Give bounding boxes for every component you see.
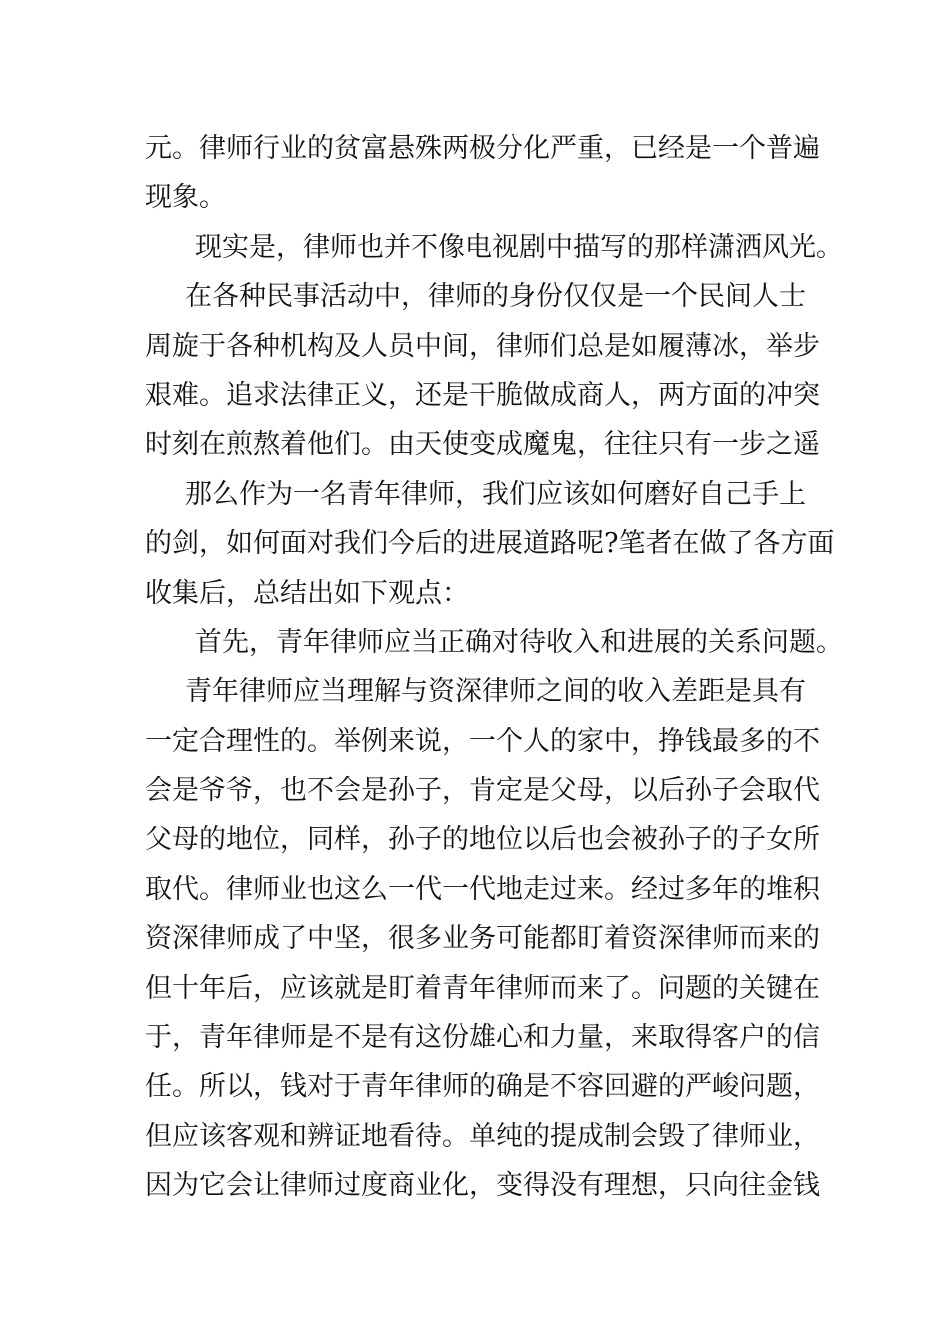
text-line-4: 在各种民事活动中，律师的身份仅仅是一个民间人士 bbox=[185, 281, 806, 313]
text-line-16: 取代。律师业也这么一代一代地走过来。经过多年的堆积 bbox=[145, 873, 820, 905]
text-line-10: 收集后，总结出如下观点： bbox=[145, 577, 469, 609]
text-line-6: 艰难。追求法律正义，还是干脆做成商人，两方面的冲突 bbox=[145, 379, 820, 411]
text-line-15: 父母的地位，同样，孙子的地位以后也会被孙子的子女所 bbox=[145, 824, 820, 856]
text-line-18: 但十年后，应该就是盯着青年律师而来了。问题的关键在 bbox=[145, 972, 820, 1004]
text-line-2: 现象。 bbox=[145, 182, 226, 214]
text-line-1: 元。律师行业的贫富悬殊两极分化严重，已经是一个普遍 bbox=[145, 133, 820, 164]
text-line-9: 的剑，如何面对我们今后的进展道路呢?笔者在做了各方面 bbox=[145, 528, 835, 560]
document-body bbox=[145, 124, 843, 1211]
text-line-19: 于，青年律师是不是有这份雄心和力量，来取得客户的信 bbox=[145, 1022, 820, 1054]
text-line-12: 青年律师应当理解与资深律师之间的收入差距是具有 bbox=[185, 676, 806, 708]
text-line-20: 任。所以，钱对于青年律师的确是不容回避的严峻问题， bbox=[145, 1071, 820, 1103]
text-line-3: 现实是，律师也并不像电视剧中描写的那样潇洒风光。 bbox=[195, 231, 843, 263]
text-line-14: 会是爷爷，也不会是孙子，肯定是父母，以后孙子会取代 bbox=[145, 775, 820, 807]
text-line-13: 一定合理性的。举例来说，一个人的家中，挣钱最多的不 bbox=[145, 725, 820, 757]
text-line-21: 但应该客观和辨证地看待。单纯的提成制会毁了律师业， bbox=[145, 1120, 820, 1152]
text-line-17: 资深律师成了中坚，很多业务可能都盯着资深律师而来的 bbox=[145, 923, 820, 955]
text-line-11: 首先，青年律师应当正确对待收入和进展的关系问题。 bbox=[195, 626, 843, 658]
text-line-5: 周旋于各种机构及人员中间，律师们总是如履薄冰，举步 bbox=[145, 330, 820, 362]
text-line-8: 那么作为一名青年律师，我们应该如何磨好自己手上 bbox=[185, 478, 806, 510]
text-line-7: 时刻在煎熬着他们。由天使变成魔鬼，往往只有一步之遥 bbox=[145, 429, 820, 461]
text-line-22: 因为它会让律师过度商业化，变得没有理想，只向往金钱 bbox=[145, 1170, 820, 1202]
